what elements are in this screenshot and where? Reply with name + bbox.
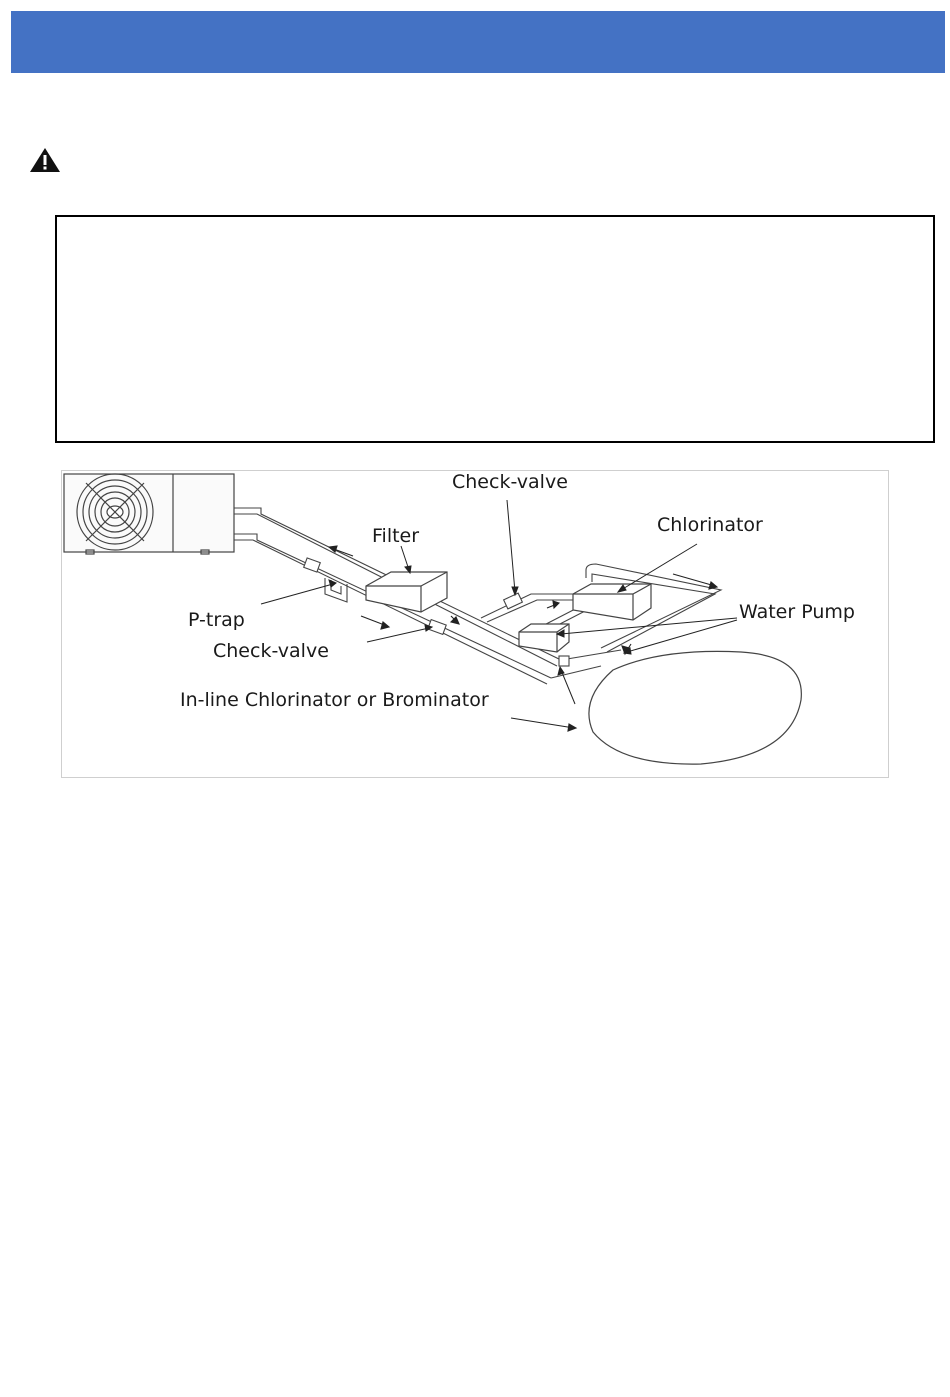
warning-triangle-icon — [29, 147, 61, 173]
label-check-valve-top: Check-valve — [452, 471, 568, 493]
label-check-valve-bottom: Check-valve — [213, 640, 329, 662]
label-inline-chlorinator: In-line Chlorinator or Brominator — [180, 689, 489, 711]
heat-pump-unit — [64, 474, 234, 554]
label-chlorinator: Chlorinator — [657, 514, 763, 536]
warning-box — [55, 215, 935, 443]
plumbing-diagram — [61, 470, 889, 778]
header-bar — [11, 11, 945, 73]
label-p-trap: P-trap — [188, 609, 245, 631]
label-water-pump: Water Pump — [739, 601, 855, 623]
label-filter: Filter — [372, 525, 420, 547]
